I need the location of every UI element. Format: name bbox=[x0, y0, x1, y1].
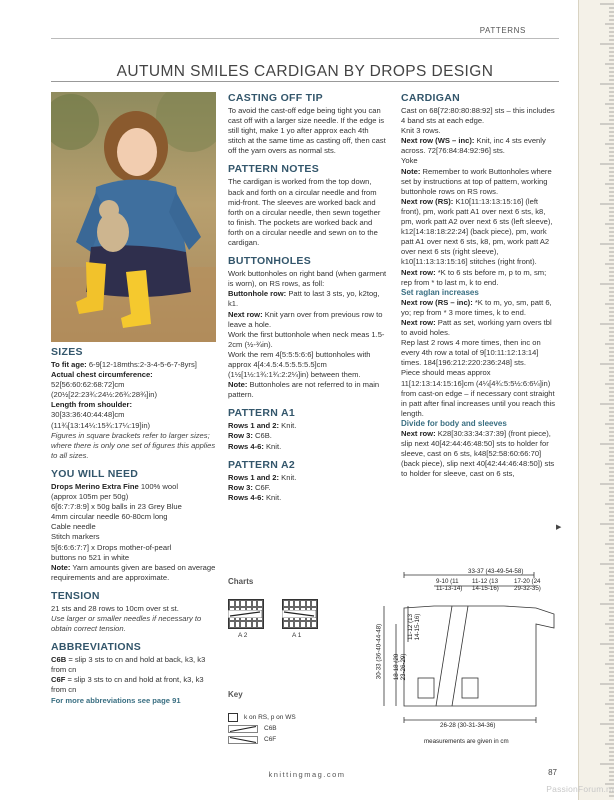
cable-needle: Cable needle bbox=[51, 522, 96, 532]
c6b-swatch bbox=[228, 725, 258, 733]
section-label: PATTERNS bbox=[479, 26, 526, 35]
chart-a2-cable bbox=[228, 610, 262, 618]
chest-in: (20½[22:23¾:24½:26¾:28¾]in) bbox=[51, 390, 157, 400]
pattern-notes-heading: PATTERN NOTES bbox=[228, 163, 320, 176]
a1-rows-1-2: Rows 1 and 2: Knit. bbox=[228, 421, 297, 431]
key-row-c6f bbox=[228, 734, 296, 745]
pattern-a2-heading: PATTERN A2 bbox=[228, 458, 295, 471]
dim-m3: 17-20 (24 29-32-35) bbox=[514, 578, 541, 592]
buttonhole-note: Note: Buttonholes are not referred to in main pattern. bbox=[228, 380, 380, 400]
column-right bbox=[401, 92, 559, 479]
a1-rows-4-6: Rows 4-6: Knit. bbox=[228, 441, 282, 451]
you-will-need-heading: YOU WILL NEED bbox=[51, 467, 139, 480]
key-c6b-label: C6B bbox=[264, 725, 277, 732]
chest-label: Actual chest circumference: bbox=[51, 370, 153, 380]
yarn-quantity: 6[6:7:7:8:9] x 50g balls in 23 Grey Blue bbox=[51, 502, 182, 512]
tension-heading: TENSION bbox=[51, 589, 100, 602]
cast-on: Cast on 68[72:80:80:88:92] sts – this includes 4 band sts at each edge. bbox=[401, 106, 555, 126]
footer-site: knittingmag.com bbox=[268, 770, 346, 779]
page-title: AUTUMN SMILES CARDIGAN BY DROPS DESIGN bbox=[116, 63, 494, 80]
key-heading: Key bbox=[228, 690, 243, 699]
yarn-note: Note: Yarn amounts given are based on average requirements and are approximate. bbox=[51, 562, 216, 582]
pattern-a1-heading: PATTERN A1 bbox=[228, 407, 295, 420]
more-abbreviations-link[interactable]: For more abbreviations see page 91 bbox=[51, 695, 181, 705]
knit-3-rows: Knit 3 rows. bbox=[401, 126, 441, 136]
cardigan-heading: CARDIGAN bbox=[401, 92, 460, 104]
needle: 4mm circular needle 60-80cm long bbox=[51, 512, 168, 522]
abbr-c6f: C6F = slip 3 sts to cn and hold at front, k3, k3 from cn bbox=[51, 675, 204, 695]
repeat-rows: Rep last 2 rows 4 more times, then inc on every 4th row a total of 9[10:11:12:13:14] times. 184[196:212:220:236:248] sts. bbox=[401, 338, 541, 368]
a2-row-3: Row 3: C6F. bbox=[228, 482, 271, 492]
title-rule bbox=[51, 81, 559, 82]
piece-measure: Piece should meas approx 11[12:13:14:15:16]cm (4¼[4¾:5:5½:6:6¼]in) from cast-on edge – if necessary cont straight in patt after final increases until you reach this length. bbox=[401, 368, 556, 418]
dim-yoke: 11-12 (13 14-15-16) bbox=[407, 613, 421, 641]
key bbox=[228, 712, 296, 745]
next-row-1: Next row: *K to 6 sts before m, p to m, sm; rep from * to last m, k to end. bbox=[401, 267, 547, 287]
dim-length: 30-33 (36-40-44-48) bbox=[375, 623, 383, 680]
tension-line1: 21 sts and 28 rows to 10cm over st st. bbox=[51, 603, 179, 613]
measurement-schematic bbox=[364, 566, 564, 756]
chart-a1-label: A 1 bbox=[292, 632, 302, 639]
chart-a1 bbox=[282, 599, 316, 627]
header-rule bbox=[51, 38, 559, 39]
buttons-line2: buttons no 521 in white bbox=[51, 552, 130, 562]
chart-a2-label: A 2 bbox=[238, 632, 248, 639]
c6f-swatch bbox=[228, 736, 258, 744]
a2-rows-1-2: Rows 1 and 2: Knit. bbox=[228, 472, 297, 482]
tension-line2: Use larger or smaller needles if necessary to obtain correct tension. bbox=[51, 613, 202, 634]
schematic-caption: measurements are given in cm bbox=[424, 738, 509, 745]
continue-arrow-icon: ▶ bbox=[556, 524, 562, 531]
key-knit-label: k on RS, p on WS bbox=[244, 714, 296, 721]
page-number: 87 bbox=[548, 768, 557, 777]
column-left bbox=[51, 346, 216, 706]
a2-rows-4-6: Rows 4-6: Knit. bbox=[228, 492, 282, 502]
stitch-markers: Stitch markers bbox=[51, 532, 100, 542]
raglan-subheading: Set raglan increases bbox=[401, 287, 479, 297]
buttonhole-rem: Work the rem 4[5:5:5:6:6] buttonholes with approx 4[4:4.5:4.5:5.5:5.5]cm (1½[1½:1¾:1¾:2:2¼]in) between them. bbox=[228, 349, 371, 380]
yarn: Drops Merino Extra Fine 100% wool bbox=[51, 481, 179, 491]
key-row-c6b bbox=[228, 723, 296, 734]
watermark: PassionForum.ru bbox=[546, 784, 614, 794]
divide-next-row: Next row: K28[30:33:34:37:39] (front piece), slip next 40[42:44:46:48:50] sts to holder for sleeve, cast on 6 sts, k48[52:58:60:66:70] (back piece), slip next 40[42:44:46:48:50]) sts to holder for sleeve, cast on 6 sts, bbox=[401, 429, 555, 479]
abbreviations-heading: ABBREVIATIONS bbox=[51, 641, 142, 654]
abbr-c6b: C6B = slip 3 sts to cn and hold at back, k3, k3 from cn bbox=[51, 655, 206, 675]
a1-row-3: Row 3: C6B. bbox=[228, 431, 272, 441]
casting-off-tip-text: To avoid the cast-off edge being tight you can cast off with a larger size needle. If the edge is still tight, make 1 yo after approx each 4th stitch at the same time as casting off, then cast off the yarn overs as normal sts. bbox=[228, 106, 386, 156]
buttonhole-row: Buttonhole row: Patt to last 3 sts, yo, k2tog, k1. bbox=[228, 289, 380, 309]
buttonhole-first: Work the first buttonhole when neck meas 1.5-2cm (½-¾in). bbox=[228, 329, 385, 349]
ruler bbox=[578, 0, 614, 800]
divide-subheading: Divide for body and sleeves bbox=[401, 418, 507, 428]
to-fit: To fit age: 6-9[12-18mths:2-3-4-5-6-7-8yrs] bbox=[51, 360, 197, 369]
length-label: Length from shoulder: bbox=[51, 400, 132, 410]
chart-a2 bbox=[228, 599, 262, 627]
casting-off-tip-heading: CASTING OFF TIP bbox=[228, 92, 323, 104]
dim-top: 33-37 (43-49-54-58) bbox=[468, 568, 524, 575]
buttons-line1: 5[6:6:6:7:7] x Drops mother-of-pearl bbox=[51, 542, 172, 552]
length-in: (11¾[13:14¼:15¾:17¼:19]in) bbox=[51, 420, 151, 430]
buttonhole-next-row: Next row: Knit yarn over from previous row to leave a hole. bbox=[228, 309, 383, 329]
chest-cm: 52[56:60:62:68:72]cm bbox=[51, 380, 125, 390]
sizes-heading: SIZES bbox=[51, 346, 83, 358]
next-row-rs: Next row (RS): K10[11:13:13:15:16] (left front), pm, work patt A1 over next 6 sts, k8, pm, work patt A2 over next 6 sts (left sleeve), k12[14:18:18:22:24] (back piece), pm, work patt A1 over next 6 sts, k8, pm, work patt A2 over next 6 sts (right sleeve), k10[11:13:13:15:16] stitches (right front). bbox=[401, 196, 553, 267]
dim-body: 18-18 (20 23-26-29) bbox=[393, 653, 407, 681]
buttonholes-intro: Work buttonholes on right band (when garment is worn), on RS rows, as foll: bbox=[228, 269, 387, 289]
yoke-note: Note: Remember to work Buttonholes where set by instructions at top of pattern, working buttonhole rows on RS rows. bbox=[401, 166, 552, 196]
key-row-knit bbox=[228, 712, 296, 723]
yoke-subheading: Yoke bbox=[401, 156, 418, 166]
yarn-length: (approx 105m per 50g) bbox=[51, 492, 129, 502]
next-row-ws: Next row (WS – inc): Knit, inc 4 sts evenly across. 72[76:84:84:92:96] sts. bbox=[401, 136, 546, 156]
column-middle bbox=[228, 92, 388, 503]
next-row-2: Next row: Patt as set, working yarn overs tbl to avoid holes. bbox=[401, 317, 552, 338]
dim-bottom: 26-28 (30-31-34-36) bbox=[440, 722, 496, 729]
length-cm: 30[33:36:40:44:48]cm bbox=[51, 410, 125, 420]
buttonholes-heading: BUTTONHOLES bbox=[228, 255, 312, 268]
key-c6f-label: C6F bbox=[264, 736, 277, 743]
sizes-note: Figures in square brackets refer to larger sizes; where there is only one set of figures this applies to all sizes. bbox=[51, 430, 216, 460]
dim-m1: 9-10 (11 11-13-14) bbox=[436, 578, 463, 592]
next-row-rs-inc: Next row (RS – inc): *K to m, yo, sm, patt 6, yo; rep from * 3 more times, k to end. bbox=[401, 297, 552, 317]
knit-swatch bbox=[228, 713, 238, 722]
cardigan-photo bbox=[51, 92, 216, 342]
pattern-notes-text: The cardigan is worked from the top down, back and forth on a circular needle and from mid-front. The sleeves are worked back and forth on a circular needle, then sewn together to finish. The pockets are worked back and forth on a circular needle and sewn on to the cardigan. bbox=[228, 177, 381, 248]
chart-a1-cable bbox=[282, 610, 316, 618]
charts-heading: Charts bbox=[228, 577, 254, 586]
dim-m2: 11-12 (13 14-15-16) bbox=[472, 578, 499, 592]
